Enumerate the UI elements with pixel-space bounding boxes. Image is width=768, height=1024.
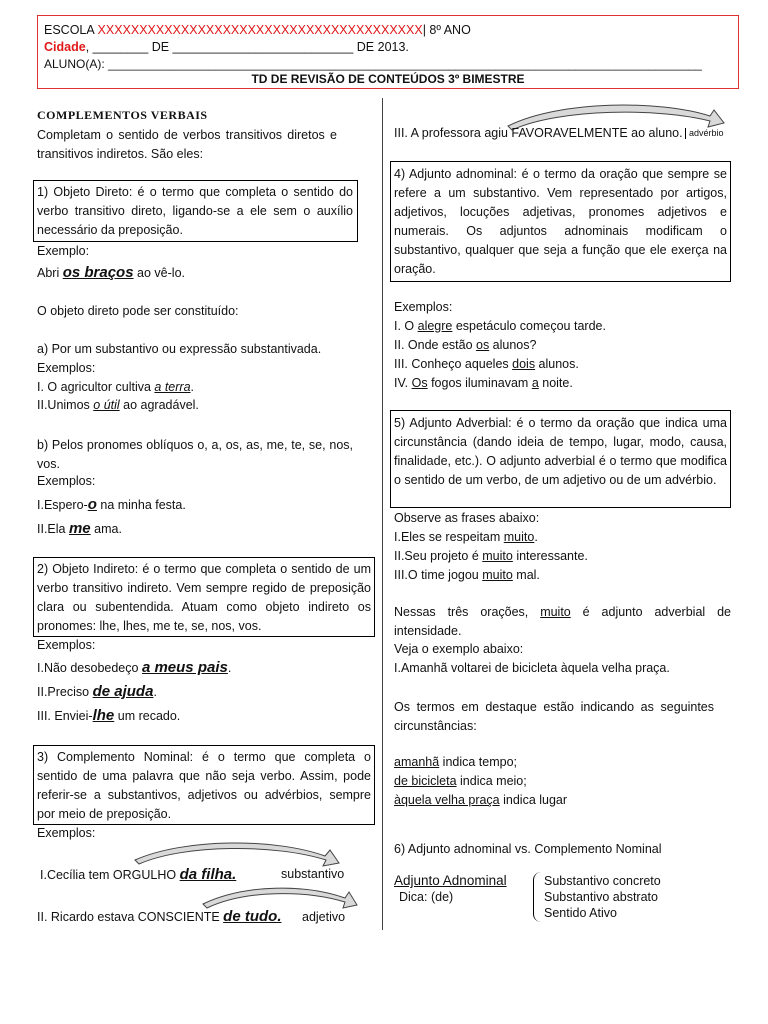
adjunto-adverbial-text: 5) Adjunto Adverbial: é o termo da oração que indica uma circunstância (dando ideia de tempo, lugar, modo, causa, finalidade, etc.). O adjunto adverbial é o termo que modifica o sentido de um verbo, de um adjetivo ou de um advérbio. [394,416,727,487]
example-e2: II. Onde estão os alunos? [394,338,537,352]
tag-adjetivo: adjetivo [302,910,346,924]
exemplo-label: Exemplo: [37,244,90,258]
item-a: a) Por um substantivo ou expressão substantivada. [37,342,322,356]
example-r3: III. A professora agiu FAVORAVELMENTE ao aluno. [394,126,683,140]
page-title: TD DE REVISÃO DE CONTEÚDOS 3º BIMESTRE [251,72,525,86]
section-6: 6) Adjunto adnominal vs. Complemento Nominal [394,842,662,856]
example-abri: Abri os braços ao vê-lo. [37,264,185,281]
intro-text: Completam o sentido de verbos transitivos diretos e transitivos indiretos. São eles: [37,128,337,161]
item-b: b) Pelos pronomes oblíquos o, a, os, as, me, te, se, nos, vos. [37,438,353,471]
example-c1: I.Não desobedeço a meus pais. [37,659,232,676]
complemento-nominal-text: 3) Complemento Nominal: é o termo que completa o sentido de uma palavra que não seja verbo. Assim, pode referir-se a substantivos, adjetivos ou advérbios, sempre por meio de preposição. [37,750,371,821]
example-e3: III. Conheço aqueles dois alunos. [394,357,579,371]
amanha-sentence: I.Amanhã voltarei de bicicleta àquela velha praça. [394,661,670,675]
escola-label: ESCOLA [44,23,95,37]
example-d2: II. Ricardo estava CONSCIENTE de tudo. [37,908,282,925]
example-c2: II.Preciso de ajuda. [37,683,157,700]
example-a1: I. O agricultor cultiva a terra. [37,380,195,394]
objeto-direto-text: 1) Objeto Direto: é o termo que completa o sentido do verbo transitivo direto, ligando-se a ele sem o auxílio necessário da preposição. [37,185,353,237]
exemplos-b: Exemplos: [37,474,96,488]
brace-icon [533,872,544,922]
exemplos-a: Exemplos: [37,361,96,375]
example-c3: III. Enviei-lhe um recado. [37,707,181,724]
example-b1: I.Espero-o na minha festa. [37,496,186,513]
brace-item-2: Substantivo abstrato [544,890,658,904]
section-title: COMPLEMENTOS VERBAIS [37,108,208,122]
brace-item-1: Substantivo concreto [544,874,661,888]
cidade-label: Cidade [44,40,86,54]
veja-label: Veja o exemplo abaixo: [394,642,524,656]
school-line [44,23,471,39]
nessas-oracoes: Nessas três orações, muito é adjunto adverbial de intensidade. [394,605,731,638]
column-divider [382,98,383,930]
escola-name: XXXXXXXXXXXXXXXXXXXXXXXXXXXXXXXXXXXXXXX [97,23,423,37]
adjunto-adnominal-title: Adjunto Adnominal [394,873,507,888]
example-d1: I.Cecília tem ORGULHO da filha. [40,866,237,883]
aluno-line: ALUNO(A): _________________________________________________________________________________________ [44,57,702,71]
brace-item-3: Sentido Ativo [544,906,617,920]
example-f3: III.O time jogou muito mal. [394,568,540,582]
adjunto-adnominal-text: 4) Adjunto adnominal: é o termo da oração que sempre se refere a um substantivo. Vem representado por artigos, adjetivos, locuções adjetivas, pronomes adjetivos e numerais. Os adjuntos adnominais modificam o substantivo, qualquer que seja a função que ele exerça na oração. [394,167,727,276]
od-constituido: O objeto direto pode ser constituído: [37,304,239,318]
observe-label: Observe as frases abaixo: [394,511,540,525]
dica-label: Dica: (de) [399,890,454,904]
example-a2: II.Unimos o útil ao agradável. [37,398,199,412]
circ-lugar: àquela velha praça indica lugar [394,793,568,807]
exemplos-4: Exemplos: [394,300,453,314]
objeto-indireto-text: 2) Objeto Indireto: é o termo que completa o sentido de um verbo transitivo indireto. Vem sempre regido de preposição clara ou subentendida. Atuam como objeto indireto os pronomes: lhe, lhes, me te, se, nos, vos. [37,562,371,633]
ano-label: | 8º ANO [422,23,471,37]
example-e1: I. O alegre espetáculo começou tarde. [394,319,606,333]
circ-meio: de bicicleta indica meio; [394,774,527,788]
example-f2: II.Seu projeto é muito interessante. [394,549,588,563]
termos-destaque: Os termos em destaque estão indicando as seguintes circunstâncias: [394,700,714,733]
circ-tempo: amanhã indica tempo; [394,755,518,769]
exemplos-2: Exemplos: [37,638,96,652]
example-f1: I.Eles se respeitam muito. [394,530,538,544]
example-b2: II.Ela me ama. [37,520,122,537]
cidade-line [44,40,409,56]
cidade-rest: , ________ DE __________________________ DE 2013. [85,40,409,54]
tag-substantivo: substantivo [281,867,345,881]
exemplos-3: Exemplos: [37,826,96,840]
example-e4: IV. Os fogos iluminavam a noite. [394,376,573,390]
tag-adverbio: advérbio [685,128,724,139]
